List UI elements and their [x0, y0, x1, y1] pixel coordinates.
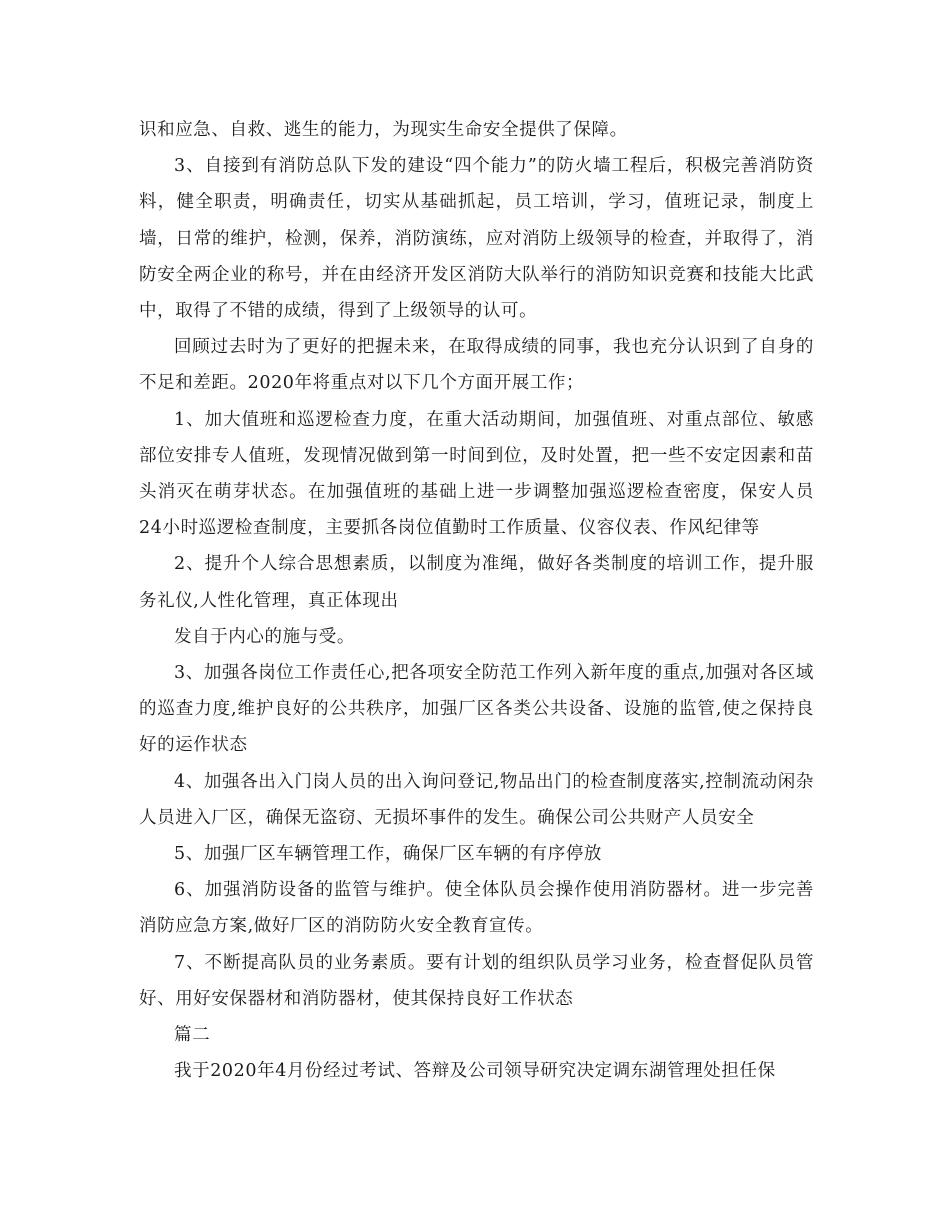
paragraph-item-5-vehicles: 5、加强厂区车辆管理工作，确保厂区车辆的有序停放	[174, 844, 603, 865]
paragraph-review: 回顾过去时为了更好的把握未来，在取得成绩的同事，我也充分认识到了自身的不足和差距。2020年将重点对以下几个方面开展工作；	[139, 337, 814, 394]
paragraph-item-4-gate: 4、加强各出入门岗人员的出入询问登记,物品出门的检查制度落实,控制流动闲杂人员进入厂区，确保无盗窃、无损坏事件的发生。确保公司公共财产人员安全	[139, 771, 814, 828]
paragraph-item-3-firewall: 3、自接到有消防总队下发的建设“四个能力”的防火墙工程后，积极完善消防资料，健全职责，明确责任，切实从基础抓起，员工培训，学习，值班记录，制度上墙，日常的维护，检测，保养，消防演练，应对消防上级领导的检查，并取得了，消防安全两企业的称号，并在由经济开发区消防大队举行的消防知识竞赛和技能大比武中，取得了不错的成绩，得到了上级领导的认可。	[139, 156, 814, 322]
paragraph-continuation: 识和应急、自救、逃生的能力，为现实生命安全提供了保障。	[139, 120, 628, 140]
document-body	[139, 112, 814, 1089]
paragraph-item-7-training: 7、不断提高队员的业务素质。要有计划的组织队员学习业务，检查督促队员管好、用好安保器材和消防器材，使其保持良好工作状态	[139, 952, 814, 1009]
paragraph-item-2-quality: 2、提升个人综合思想素质，以制度为准绳，做好各类制度的培训工作，提升服务礼仪,人性化管理，真正体现出	[139, 554, 814, 611]
paragraph-item-6-fire-equipment: 6、加强消防设备的监管与维护。使全体队员会操作使用消防器材。进一步完善消防应急方案,做好厂区的消防防火安全教育宣传。	[139, 880, 814, 937]
paragraph-part-two-intro: 我于2020年4月份经过考试、答辩及公司领导研究决定调东湖管理处担任保	[174, 1061, 776, 1082]
paragraph-item-2-continued: 发自于内心的施与受。	[174, 626, 355, 647]
paragraph-item-3-responsibility: 3、加强各岗位工作责任心,把各项安全防范工作列入新年度的重点,加强对各区域的巡查力度,维护良好的公共秩序，加强厂区各类公共设备、设施的监管,使之保持良好的运作状态	[139, 663, 814, 756]
section-heading-part-two: 篇二	[174, 1025, 211, 1046]
paragraph-item-1-patrol: 1、加大值班和巡逻检查力度，在重大活动期间，加强值班、对重点部位、敏感部位安排专人值班，发现情况做到第一时间到位，及时处置，把一些不安定因素和苗头消灭在萌芽状态。在加强值班的基础上进一步调整加强巡逻检查密度，保安人员24小时巡逻检查制度，主要抓各岗位值勤时工作质量、仪容仪表、作风纪律等	[139, 409, 814, 539]
